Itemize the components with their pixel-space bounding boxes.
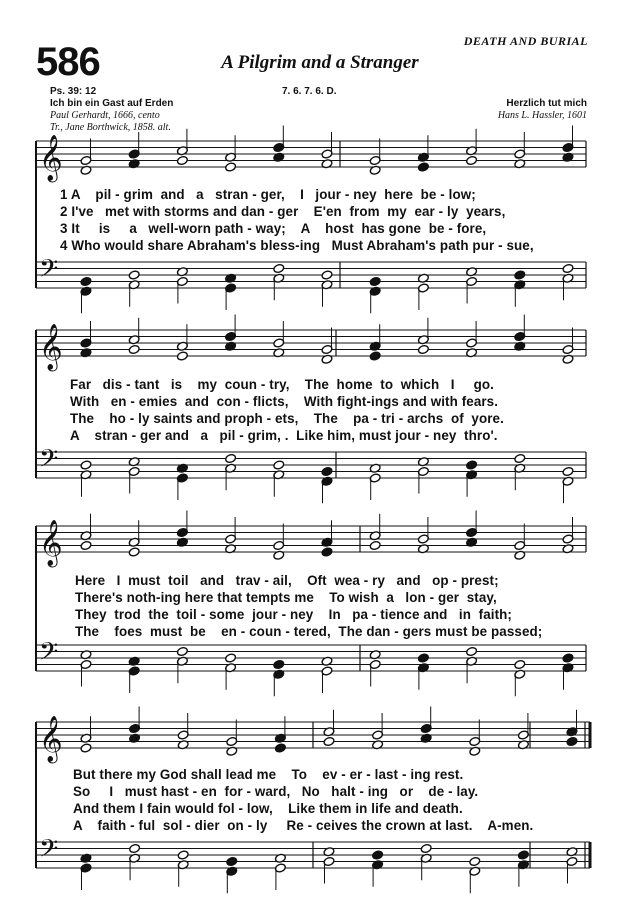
note-head [274,743,286,753]
lyric-line: 2 I've met with storms and dan - ger E'en from my ear - ly years, [60,204,506,219]
note-head [369,540,381,550]
hymn-title: A Pilgrim and a Stranger [221,52,419,73]
note-head [225,653,237,663]
note-head [466,155,478,165]
treble-clef: 𝄞 [39,135,63,181]
note-head [80,743,92,753]
note-head [225,162,237,172]
note-head [321,466,333,476]
meter: 7. 6. 7. 6. D. [282,86,337,97]
bass-clef: 𝄢 [39,254,59,290]
note-head [417,653,429,663]
lyric-line: With en - emies and con - flicts, With fight-ings and with fears. [70,394,499,409]
bass-clef: 𝄢 [39,444,59,480]
lyric-line: But there my God shall lead me To ev - er - last - ing rest. [73,767,464,782]
note-head [514,270,526,280]
lyric-line: 3 It is a well-worn path - way; A host has gone be - fore, [60,221,487,236]
lyric-line: A faith - ful sol - dier on - ly Re - ceives the crown at last. A-men. [73,818,534,833]
note-head [129,843,141,853]
note-head [273,460,285,470]
note-head [514,453,526,463]
note-head [273,659,285,669]
treble-clef: 𝄞 [39,324,63,370]
lyric-line: Here I must toil and trav - ail, Oft wea - ry and op - prest; [75,573,499,588]
note-head [80,276,92,286]
note-head [176,646,188,656]
note-head [321,547,333,557]
note-head [176,351,188,361]
translator-credit: Tr., Jane Borthwick, 1858. alt. [50,122,171,133]
note-head [420,843,432,853]
lyric-line: The foes must be en - coun - tered, The dan - gers must be passed; [75,624,543,639]
note-head [369,351,381,361]
note-head [562,466,574,476]
hymn-number: 586 [36,40,100,84]
lyric-line: 4 Who would share Abraham's bless-ing Must Abraham's path pur - sue, [60,238,534,253]
composer-credit: Hans L. Hassler, 1601 [497,110,587,121]
treble-clef: 𝄞 [39,716,63,762]
note-head [176,155,188,165]
note-head [514,659,526,669]
note-head [372,850,384,860]
lyric-line: 1 A pil - grim and a stran - ger, I jour - ney here be - low; [60,187,476,202]
note-head [417,344,429,354]
note-head [80,460,92,470]
note-head [466,646,478,656]
scripture-ref: Ps. 39: 12 [50,86,97,97]
bass-clef: 𝄢 [39,834,59,870]
note-head [128,547,140,557]
note-head [80,540,92,550]
note-head [469,856,481,866]
note-head [128,344,140,354]
section-heading: DEATH AND BURIAL [463,34,588,48]
lyric-line: And them I fain would fol - low, Like them in life and death. [73,801,463,816]
note-head [417,162,429,172]
note-head [323,736,335,746]
lyric-line: Far dis - tant is my coun - try, The home to which I go. [70,377,494,392]
note-head [517,850,529,860]
bass-clef: 𝄢 [39,637,59,673]
note-head [225,453,237,463]
lyric-line: They trod the toil - some jour - ney In pa - tience and in faith; [75,607,512,622]
note-head [226,856,238,866]
note-head [562,263,574,273]
note-head [562,653,574,663]
note-head [177,850,189,860]
treble-clef: 𝄞 [39,520,63,566]
note-head [128,270,140,280]
note-head [466,460,478,470]
author-credit: Paul Gerhardt, 1666, cento [50,110,160,121]
lyric-line: There's noth-ing here that tempts me To wish a lon - ger stay, [75,590,497,605]
lyric-line: The ho - ly saints and proph - ets, The pa - tri - archs of yore. [70,411,504,426]
lyric-line: A stran - ger and a pil - grim, . Like him, must jour - ney thro'. [70,428,498,443]
note-head [273,263,285,273]
tune-name: Herzlich tut mich [506,98,587,109]
original-title: Ich bin ein Gast auf Erden [50,98,174,109]
note-head [321,270,333,280]
note-head [369,276,381,286]
note-head [566,736,578,746]
lyric-line: So I must hast - en for - ward, No halt - ing or de - lay. [73,784,479,799]
